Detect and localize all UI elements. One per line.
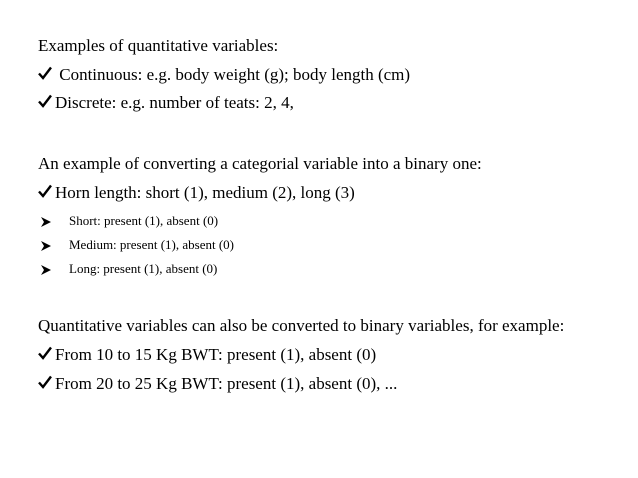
- list-item-horn-length: [38, 183, 355, 203]
- list-item-10-15-kg: [38, 345, 376, 365]
- sub-item-label: Long: present (1), absent (0): [69, 261, 218, 276]
- sub-item-label: Short: present (1), absent (0): [69, 213, 219, 228]
- checkmark-icon: [38, 375, 55, 389]
- checkmark-icon: [38, 346, 55, 360]
- list-item-label: From 10 to 15 Kg BWT: present (1), absent (0): [55, 345, 377, 364]
- list-item-20-25-kg: [38, 374, 397, 394]
- arrow-bullet-icon: [40, 240, 69, 252]
- list-item-label: From 20 to 25 Kg BWT: present (1), absent (0), ...: [55, 374, 398, 393]
- checkmark-icon: [38, 184, 55, 198]
- heading-binary-example: An example of converting a categorial variable into a binary one:: [38, 154, 482, 173]
- sub-item-medium: [40, 237, 234, 253]
- list-item-label: Discrete: e.g. number of teats: 2, 4,: [55, 93, 294, 112]
- checkmark-icon: [38, 66, 55, 80]
- checkmark-icon: [38, 94, 55, 108]
- sub-item-short: [40, 213, 218, 229]
- list-item-continuous: [38, 65, 410, 85]
- arrow-bullet-icon: [40, 216, 69, 228]
- list-item-label: Horn length: short (1), medium (2), long (3): [55, 183, 355, 202]
- sub-item-long: [40, 261, 217, 277]
- sub-item-label: Medium: present (1), absent (0): [69, 237, 234, 252]
- list-item-label: Continuous: e.g. body weight (g); body length (cm): [55, 65, 411, 84]
- heading-quantitative-examples: Examples of quantitative variables:: [38, 36, 279, 55]
- arrow-bullet-icon: [40, 264, 69, 276]
- list-item-discrete: [38, 93, 294, 113]
- heading-quantitative-to-binary: Quantitative variables can also be converted to binary variables, for example:: [38, 316, 565, 335]
